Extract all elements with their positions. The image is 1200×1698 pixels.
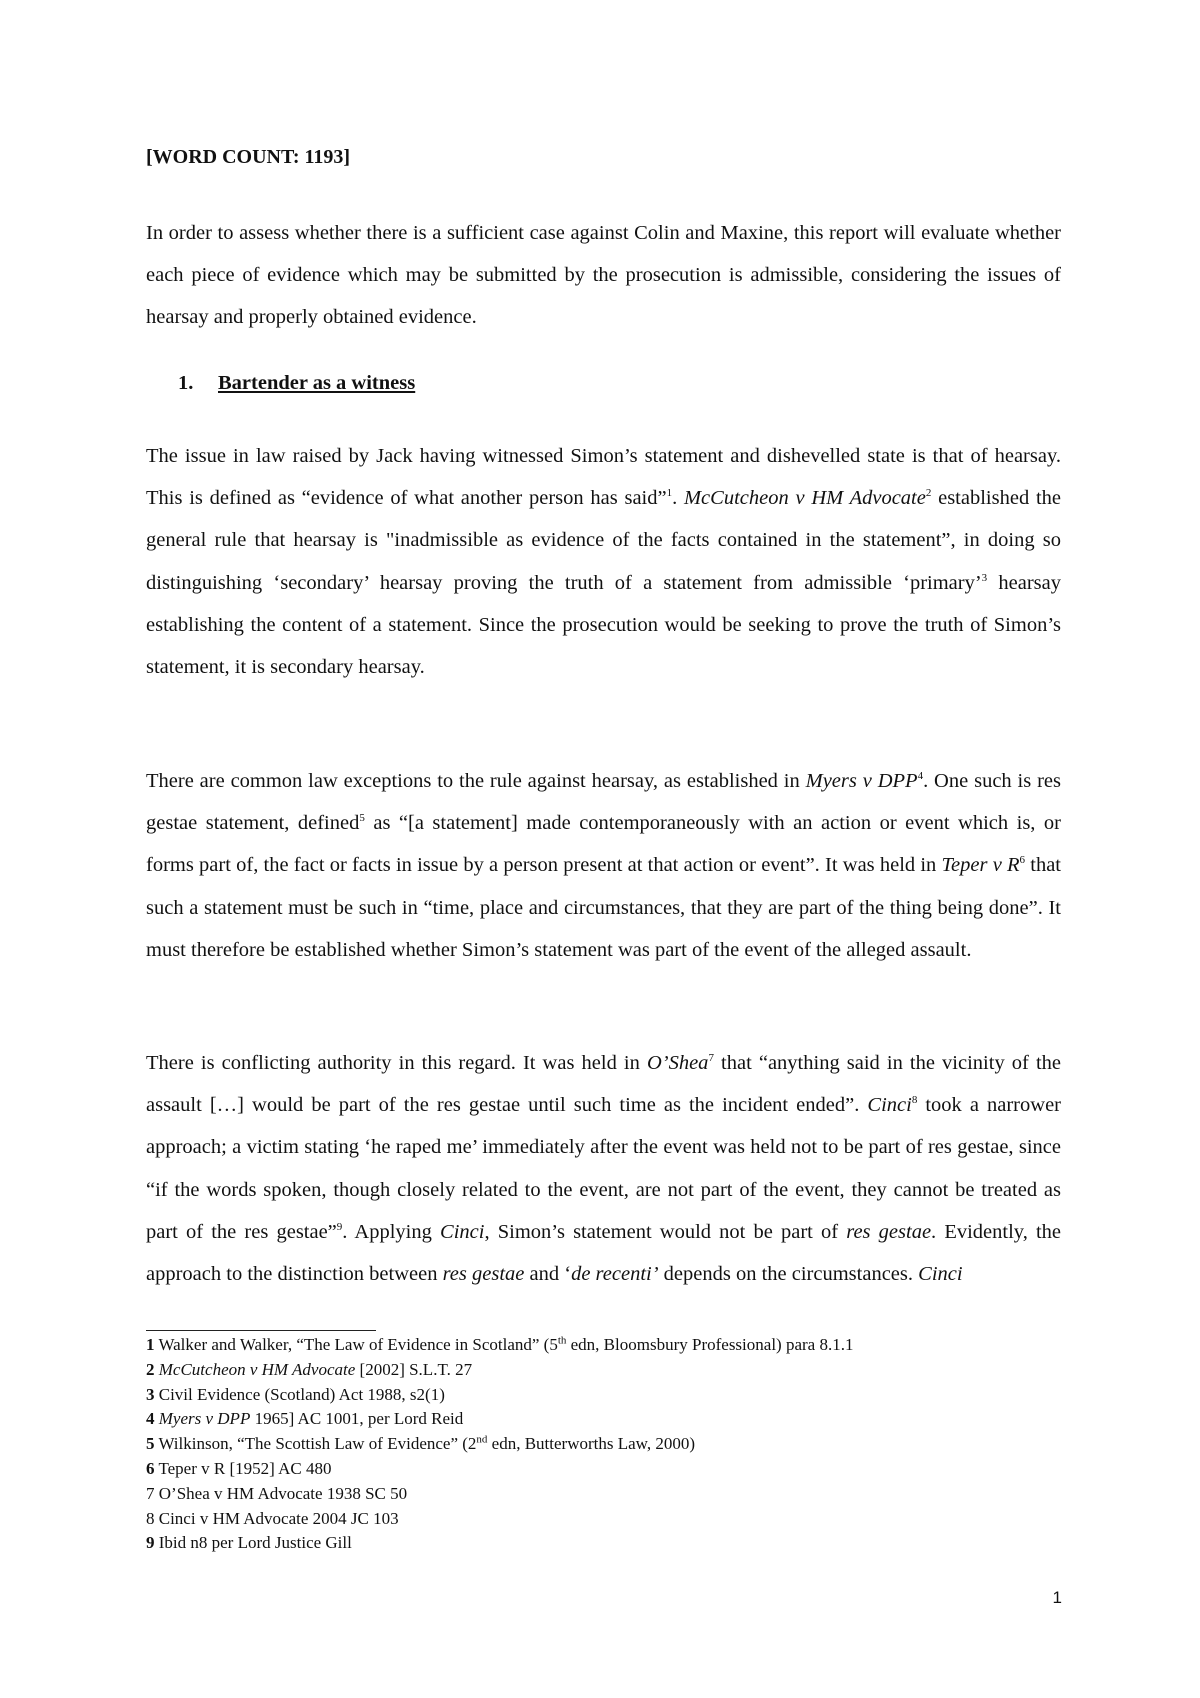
text-run: took a narrower approach; a victim stating ‘he raped me’ immediately after the event was held not to be part of res gestae, since “if the words spoken, though closely related to the event, are not part of the event, they cannot be treated as part of the res gestae”	[146, 1094, 1061, 1243]
case-citation: Cinci	[867, 1094, 912, 1117]
text-run: 1965] AC 1001, per Lord Reid	[250, 1409, 464, 1429]
footnote-reference: 6	[1019, 854, 1026, 867]
footnote-reference: 5	[359, 812, 365, 825]
footnote-reference: 8	[911, 1094, 918, 1107]
intro-paragraph: In order to assess whether there is a sufficient case against Colin and Maxine, this report will evaluate whether each piece of evidence which may be submitted by the prosecution is admissible, considering the issues of hearsay and properly obtained evidence.	[146, 222, 1061, 329]
case-citation: Teper v R	[941, 854, 1020, 877]
case-citation: de recenti’	[571, 1263, 659, 1286]
word-count-label: [WORD COUNT: 1193]	[146, 146, 351, 168]
case-citation: O’Shea	[646, 1052, 709, 1074]
section-number: 1.	[178, 372, 194, 394]
text-run: depends on the circumstances.	[658, 1263, 919, 1286]
text-run: . Applying	[342, 1220, 441, 1243]
footnote-number: 4	[146, 1409, 155, 1429]
footnote-number: 7	[146, 1483, 155, 1503]
text-run: There is conflicting authority in this regard. It was held in	[146, 1052, 647, 1074]
case-citation: Myers v DPP	[158, 1409, 251, 1429]
section-title: Bartender as a witness	[218, 372, 416, 394]
footnote-number: 6	[146, 1458, 155, 1478]
page-number: 1	[1052, 1588, 1062, 1607]
footnote-reference: 4	[917, 770, 924, 783]
footnote-reference: 3	[981, 571, 988, 584]
text-run: that “anything said in the vicinity of the assault […] would be part of the res gestae until such time as the incident ended”.	[146, 1052, 1061, 1117]
footnote-item	[146, 1333, 1061, 1358]
text-run: Wilkinson, “The Scottish Law of Evidence” (2	[154, 1434, 477, 1454]
text-run: , Simon’s statement would not be part of	[484, 1220, 847, 1243]
footnote-number: 1	[146, 1335, 155, 1354]
footnote-reference: 2	[925, 487, 932, 500]
case-citation: McCutcheon v HM Advocate	[683, 487, 926, 510]
footnote-separator	[146, 1330, 376, 1331]
footnote-item	[146, 1531, 1061, 1556]
footnote-item	[146, 1482, 1061, 1507]
text-run: hearsay establishing the content of a statement. Since the prosecution would be seeking to prove the truth of Simon’s statement, it is secondary hearsay.	[146, 571, 1061, 679]
text-run: Ibid n8 per Lord Justice Gill	[154, 1533, 352, 1553]
case-citation: res gestae	[442, 1263, 525, 1286]
text-run: [2002] S.L.T. 27	[355, 1359, 473, 1379]
body-paragraph-res-gestae	[146, 760, 1061, 971]
footnote-number: 3	[146, 1384, 155, 1404]
text-run: edn, Bloomsbury Professional) para 8.1.1	[566, 1335, 854, 1354]
text-run: Teper v R [1952] AC 480	[154, 1458, 332, 1478]
text-run: Walker and Walker, “The Law of Evidence in Scotland” (5	[154, 1335, 558, 1354]
footnotes-list	[146, 1333, 1061, 1556]
text-run: that such a statement must be such in “time, place and circumstances, that they are part of the thing being done”. It must therefore be established whether Simon’s statement was part of the event of the alleged assault.	[146, 854, 1061, 961]
footnote-item	[146, 1457, 1061, 1482]
text-run: The issue in law raised by Jack having witnessed Simon’s statement and dishevelled state is that of hearsay. This is defined as “evidence of what another person has said”	[146, 445, 1061, 510]
footnote-number: 9	[146, 1533, 155, 1553]
text-run: There are common law exceptions to the rule against hearsay, as established in	[146, 770, 806, 792]
case-citation: Myers v DPP	[805, 770, 918, 792]
text-run: .	[672, 487, 684, 510]
footnote-item	[146, 1383, 1061, 1408]
text-run: established the general rule that hearsay is "inadmissible as evidence of the facts contained in the statement”, in doing so distinguishing ‘secondary’ hearsay proving the truth of a statement from admissible ‘primary’	[146, 487, 1061, 594]
footnote-item	[146, 1407, 1061, 1432]
footnote-reference: 1	[666, 487, 673, 500]
footnote-number: 2	[146, 1359, 155, 1379]
body-paragraph-hearsay	[146, 435, 1061, 688]
footnote-item	[146, 1358, 1061, 1383]
text-run: as “[a statement] made contemporaneously with an action or event which is, or forms part of, the fact or facts in issue by a person present at that action or event”. It was held in	[146, 812, 1061, 877]
case-citation: Cinci	[440, 1220, 485, 1243]
footnote-number: 8	[146, 1508, 155, 1528]
text-run: edn, Butterworths Law, 2000)	[487, 1434, 695, 1454]
footnote-reference: 9	[336, 1220, 343, 1233]
text-run: . One such is res gestae statement, defined	[146, 770, 1061, 835]
footnote-item	[146, 1507, 1061, 1532]
text-run: Cinci v HM Advocate 2004 JC 103	[154, 1508, 399, 1528]
footnote-number: 5	[146, 1434, 155, 1454]
case-citation: res gestae	[846, 1220, 932, 1243]
text-run: and ‘	[524, 1263, 572, 1286]
footnote-reference: th	[557, 1334, 567, 1347]
text-run: . Evidently, the approach to the distinction between	[146, 1220, 1062, 1286]
footnote-reference: nd	[476, 1433, 488, 1446]
footnote-reference: 7	[708, 1052, 714, 1065]
case-citation: McCutcheon v HM Advocate	[158, 1359, 356, 1379]
text-run: O’Shea v HM Advocate 1938 SC 50	[154, 1483, 408, 1503]
section-heading	[178, 372, 415, 395]
text-run: Civil Evidence (Scotland) Act 1988, s2(1)	[154, 1384, 445, 1404]
case-citation: Cinci	[918, 1263, 963, 1286]
footnote-item	[146, 1432, 1061, 1457]
body-paragraph-conflicting-authority	[146, 1042, 1061, 1295]
